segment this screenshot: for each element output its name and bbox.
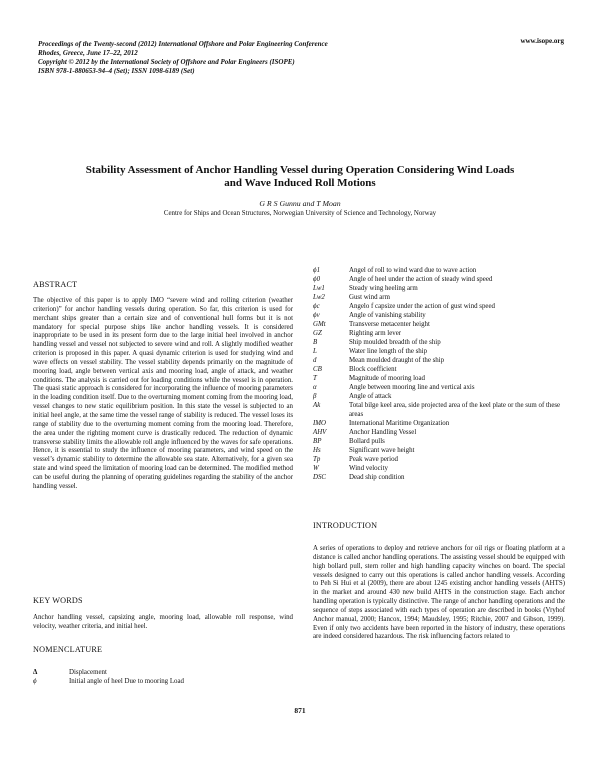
nomenclature-table-right	[313, 266, 565, 482]
nomenclature-symbol: Lw2	[313, 294, 325, 301]
nomenclature-description: Angle between mooring line and vertical axis	[349, 384, 475, 391]
title-line-2: and Wave Induced Roll Motions	[224, 177, 376, 189]
nomenclature-row	[313, 347, 565, 356]
header-copyright: Copyright © 2012 by the International Society of Offshore and Polar Engineers (ISOPE)	[38, 58, 295, 66]
header-location: Rhodes, Greece, June 17–22, 2012	[38, 49, 138, 57]
nomenclature-description: Bollard pulls	[349, 438, 385, 445]
nomenclature-description: Mean moulded draught of the ship	[349, 357, 445, 364]
nomenclature-table-left	[33, 668, 293, 686]
introduction-heading: INTRODUCTION	[313, 521, 378, 530]
nomenclature-symbol: AHV	[313, 429, 327, 436]
author-block	[60, 199, 540, 219]
nomenclature-symbol: Lw1	[313, 285, 325, 292]
nomenclature-description: Gust wind arm	[349, 294, 390, 301]
nomenclature-symbol: Δ	[33, 669, 38, 676]
nomenclature-description: Transverse metacenter height	[349, 321, 430, 328]
nomenclature-symbol: BP	[313, 438, 322, 445]
nomenclature-description: Angel of roll to wind ward due to wave action	[349, 267, 477, 274]
nomenclature-row	[313, 401, 565, 419]
nomenclature-symbol: ϕ0	[313, 276, 321, 283]
nomenclature-row	[313, 284, 565, 293]
nomenclature-description: International Maritime Organization	[349, 420, 450, 427]
nomenclature-description: Peak wave period	[349, 456, 398, 463]
nomenclature-row	[33, 677, 293, 686]
nomenclature-description: Water line length of the ship	[349, 348, 428, 355]
nomenclature-row	[313, 293, 565, 302]
paper-title	[60, 164, 540, 190]
nomenclature-row	[313, 365, 565, 374]
nomenclature-row	[313, 419, 565, 428]
nomenclature-row	[313, 437, 565, 446]
author-affiliation: Centre for Ships and Ocean Structures, Norwegian University of Science and Technology, Norway	[163, 210, 437, 217]
nomenclature-row	[313, 311, 565, 320]
keywords-text: Anchor handling vessel, capsizing angle, mooring load, allowable roll response, wind velocity, weather criteria, and initial heel.	[33, 614, 293, 630]
page-number: 871	[294, 706, 306, 715]
nomenclature-row	[313, 338, 565, 347]
nomenclature-description: Angle of heel under the action of steady wind speed	[349, 276, 493, 283]
nomenclature-description: Ship moulded breadth of the ship	[349, 339, 441, 346]
nomenclature-description: Total bilge keel area, side projected area of the keel plate or the sum of these areas	[349, 402, 561, 418]
nomenclature-row	[313, 374, 565, 383]
header-isbn: ISBN 978-1-880653-94–4 (Set); ISSN 1098-6189 (Set)	[38, 67, 195, 75]
nomenclature-row	[33, 668, 293, 677]
nomenclature-row	[313, 356, 565, 365]
nomenclature-description: Steady wing heeling arm	[349, 285, 418, 292]
introduction-text: A series of operations to deploy and retrieve anchors for oil rigs or floating platform at a distance is called anchor handling operations. The assisting vessel should be equipped with high bollard pull, stern roller and high handling capacity winches on board. The special vessels designed to carry out this operations is called anchor handling vessels. According to Peh Si Hui et al (2009), there are about 1245 existing anchor handling vessels (AHTS) in the market and around 430 new build AHTS in the construction stage. Each anchor handling operation is typically distinctive. The range of anchor handling operations and the sequence of steps associated with each types of operation are described in books (Vryhof Anchor manual, 2000; Hancox, 1994; Maudsley, 1995; Ritchie, 2007 and Gibson, 1999). Even if only two accidents have been reported in the history of industry, these operations are indeed considered hazardous. The risk influencing factors related to	[313, 545, 565, 641]
nomenclature-symbol: T	[313, 375, 317, 382]
nomenclature-row	[313, 266, 565, 275]
nomenclature-row	[313, 446, 565, 455]
nomenclature-description: Angle of vanishing stability	[349, 312, 426, 319]
nomenclature-row	[313, 302, 565, 311]
title-line-1: Stability Assessment of Anchor Handling Vessel during Operation Considering Wind Loads	[85, 164, 515, 176]
abstract-text: The objective of this paper is to apply IMO “severe wind and rolling criterion (weather criterion)” for anchor handling vessels during operation. So far, this criterion is used for merchant ships greater than a certain size and of conventional hull forms but it is not mandatory for special purpose ships like anchor handling vessels. It is considered inappropriate to be used in its present form due to the large initial heel involved in anchor handling vessel and vessel not subjected to severe wind and roll. A slightly modified weather criterion is proposed in this paper. A quasi dynamic criterion is used for studying wind and wave effects on vessel stability. The vessel stability depends primarily on the magnitude of mooring load, angle between vertical axis and mooring load, angle of attack, and weather conditions. The analysis is carried out for loading conditions while the vessel is in operation. The quasi static approach is considered for incorporating the influence of mooring parameters in the loading condition itself. Due to the overturning moment coming from the mooring load, vessel changes to new static equilibrium position. In this state the vessel is subjected to an initial heel angle, at the same time the vessel range of stability is reduced. The vessel loses its range of stability due to the overturning moment coming from the mooring load. Therefore, the area under the righting moment curve is drastically reduced. The reduction of dynamic transverse stability limits the allowable roll angle influenced by the waves for safe operations. Hence, it is essential to study the influence of mooring parameters, and wind speed on the vessel’s dynamic stability to determine the allowable sea state. Alternatively, for a given sea state and wind speed the limitation of mooring load can be determined. The modified method can be useful during the planning of operating guidelines regarding the stability of the anchor handling vessel.	[33, 297, 293, 490]
nomenclature-row	[313, 464, 565, 473]
nomenclature-heading: NOMENCLATURE	[33, 645, 103, 654]
nomenclature-row	[313, 428, 565, 437]
nomenclature-row	[313, 275, 565, 284]
keywords-heading: KEY WORDS	[33, 596, 83, 605]
author-names: G R S Gunnu and T Moan	[259, 199, 341, 208]
nomenclature-symbol: IMO	[313, 420, 327, 427]
nomenclature-description: Significant wave height	[349, 447, 415, 454]
nomenclature-row	[313, 473, 565, 482]
nomenclature-description: Anchor Handling Vessel	[349, 429, 417, 436]
nomenclature-row	[313, 383, 565, 392]
nomenclature-description: Angelo f capsize under the action of gust wind speed	[349, 303, 495, 310]
nomenclature-symbol: d	[313, 357, 317, 364]
nomenclature-description: Displacement	[69, 669, 107, 676]
nomenclature-symbol: DSC	[313, 474, 327, 481]
nomenclature-description: Initial angle of heel Due to mooring Load	[69, 678, 185, 685]
nomenclature-symbol: α	[313, 384, 317, 391]
nomenclature-row	[313, 329, 565, 338]
nomenclature-description: Wind velocity	[349, 465, 388, 472]
nomenclature-symbol: β	[313, 393, 317, 400]
header-proceedings: Proceedings of the Twenty-second (2012) International Offshore and Polar Engineering Conference	[38, 40, 328, 48]
nomenclature-symbol: W	[313, 465, 319, 472]
nomenclature-row	[313, 455, 565, 464]
nomenclature-row	[313, 392, 565, 401]
nomenclature-symbol: GZ	[313, 330, 322, 337]
nomenclature-symbol: ϕv	[313, 312, 320, 319]
abstract-heading: ABSTRACT	[33, 280, 78, 289]
nomenclature-symbol: B	[313, 339, 318, 346]
nomenclature-description: Angle of attack	[349, 393, 392, 400]
nomenclature-symbol: ϕ	[33, 678, 37, 685]
header-url[interactable]: www.isope.org	[520, 37, 564, 45]
nomenclature-symbol: CB	[313, 366, 322, 373]
nomenclature-symbol: GMt	[313, 321, 326, 328]
nomenclature-symbol: ϕc	[313, 303, 320, 310]
nomenclature-symbol: Tp	[313, 456, 321, 463]
nomenclature-row	[313, 320, 565, 329]
nomenclature-symbol: Hs	[313, 447, 321, 454]
nomenclature-description: Righting arm lever	[349, 330, 402, 337]
nomenclature-symbol: ϕ1	[313, 267, 321, 274]
conference-header	[38, 40, 478, 76]
nomenclature-symbol: L	[313, 348, 317, 355]
nomenclature-description: Dead ship condition	[349, 474, 405, 481]
nomenclature-description: Block coefficient	[349, 366, 397, 373]
nomenclature-symbol: Ak	[313, 402, 321, 409]
nomenclature-description: Magnitude of mooring load	[349, 375, 425, 382]
